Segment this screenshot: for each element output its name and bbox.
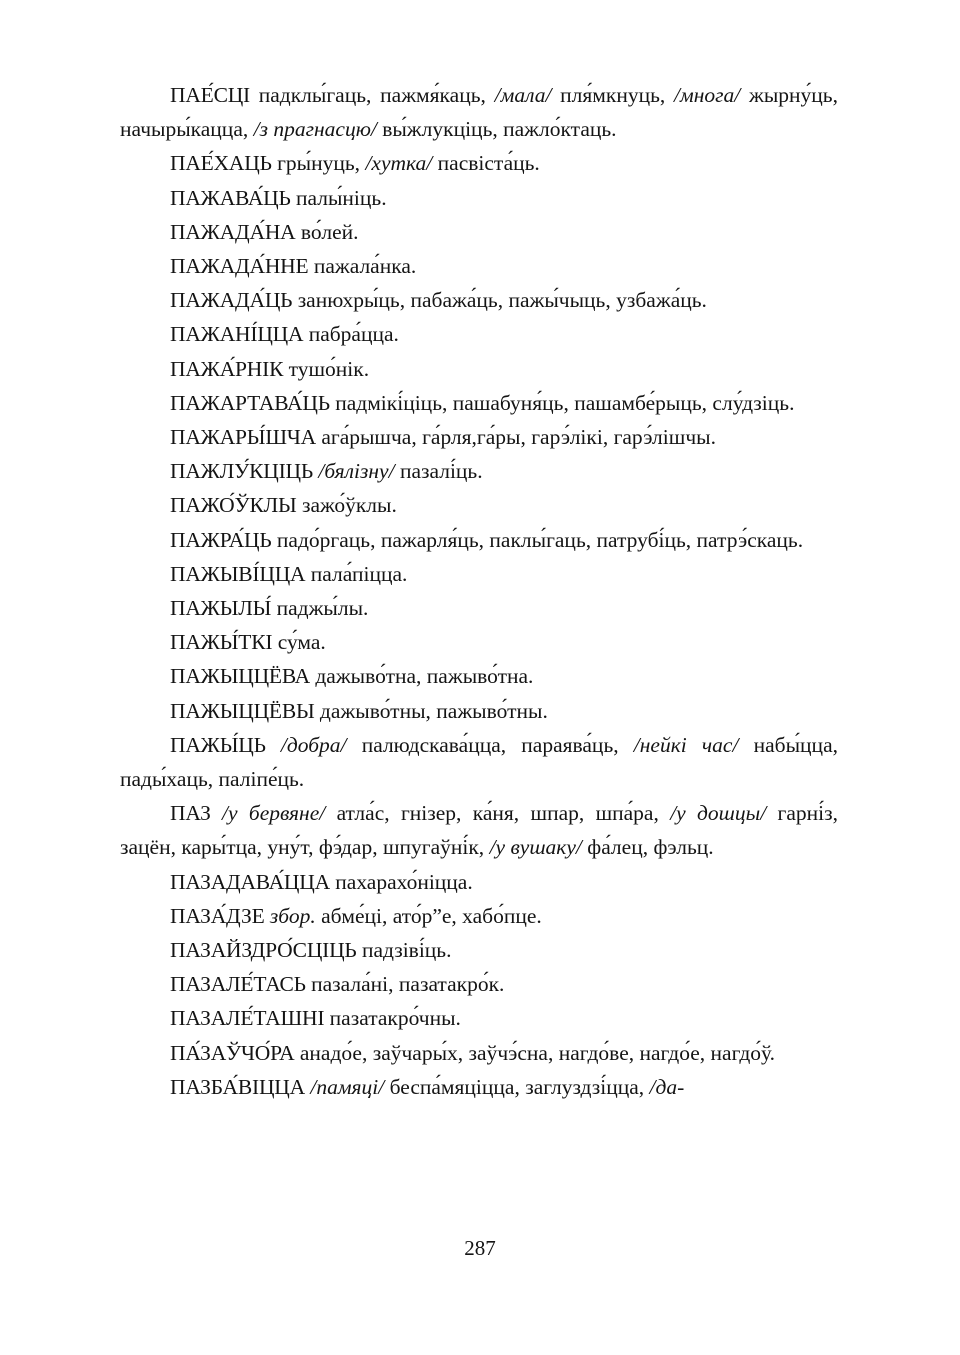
entry-headword: ПАЗАДАВА́ЦЦА <box>170 869 330 894</box>
entry-usage-note: /хутка/ <box>365 151 433 176</box>
entry-usage-note: /у бервяне/ <box>222 801 326 826</box>
entry-headword: ПАЖАРТАВА́ЦЬ <box>170 390 330 415</box>
entry-text: падзіві́ць. <box>356 938 452 963</box>
entry-headword: ПАЖРА́ЦЬ <box>170 527 272 552</box>
entry-usage-note: /мала/ <box>494 83 552 107</box>
dictionary-entry <box>120 557 838 591</box>
entry-usage-note: /добра/ <box>280 732 347 757</box>
entry-headword: ПА́ЗАЎЧО́РА <box>170 1040 295 1065</box>
dictionary-entry <box>120 796 838 864</box>
dictionary-entry <box>120 967 838 1001</box>
entry-text: гарні́з, зацён, кары́тца, уну́т, фэ́дар, шпугаўні́к, <box>120 801 838 860</box>
dictionary-entry <box>120 454 838 488</box>
dictionary-entry <box>120 625 838 659</box>
entry-text: падмікі́ціць, пашабуня́ць, пашамбе́рыць, слу́дзіць. <box>329 390 795 415</box>
entry-text: пля́мкнуць, <box>551 83 675 107</box>
entry-headword: ПАЗБА́ВІЦЦА <box>170 1074 305 1099</box>
entry-text: вы́жлукціць, пажло́ктаць. <box>376 117 617 142</box>
entry-text: палюдскава́цца, параява́ць, <box>346 732 634 757</box>
entry-headword: ПАЗА́ДЗЕ <box>170 903 265 928</box>
entry-headword: ПАЖАДА́ННЕ <box>170 254 309 279</box>
entry-text: падо́ргаць, пажарля́ць, паклы́гаць, патрубі́ць, патрэ́скаць. <box>271 527 804 552</box>
entry-text: пажала́нка. <box>308 254 417 279</box>
entry-text: фа́лец, фэльц. <box>581 835 714 860</box>
dictionary-entry <box>120 420 838 454</box>
dictionary-entry <box>120 933 838 967</box>
dictionary-entry <box>120 283 838 317</box>
entry-headword: ПАЖАВА́ЦЬ <box>170 185 291 210</box>
entry-text: во́лей. <box>295 219 359 244</box>
entry-text: палы́ніць. <box>290 185 387 210</box>
entry-headword: ПАЖАДА́НА <box>170 219 296 244</box>
entry-text: су́ма. <box>272 630 326 655</box>
entry-text: набы́цца, пады́хаць, паліпе́ць. <box>120 732 838 792</box>
entry-text: дажыво́тны, пажыво́тны. <box>314 698 548 723</box>
entry-text: абме́ці, ато́р”е, хабо́пце. <box>315 903 542 928</box>
dictionary-entry <box>120 352 838 386</box>
entry-usage-note: /да- <box>649 1074 685 1099</box>
entry-text: ага́рышча, га́рля,га́ры, гарэ́лікі, гарэ́лішчы. <box>315 425 716 450</box>
entry-headword: ПАЖЛУ́КЦІЦЬ <box>170 459 314 484</box>
entry-usage-note: /у дошцы/ <box>670 801 767 826</box>
dictionary-entry <box>120 728 838 796</box>
dictionary-entry <box>120 1070 838 1104</box>
entry-headword: ПАЖАДА́ЦЬ <box>170 288 293 313</box>
entry-headword: ПАЖЫ́ТКІ <box>170 630 273 655</box>
dictionary-entry <box>120 865 838 899</box>
entry-usage-note: /у вушаку/ <box>489 835 582 860</box>
entry-text <box>266 733 281 757</box>
entry-text: пазалі́ць. <box>394 459 483 484</box>
entry-usage-note: /бялізну/ <box>318 459 395 484</box>
entry-usage-note: /нейкі час/ <box>633 732 739 757</box>
dictionary-entry <box>120 317 838 351</box>
dictionary-entry <box>120 181 838 215</box>
entry-headword: ПАЖО́ЎКЛЫ <box>170 493 297 518</box>
entry-text: дажыво́тна, пажыво́тна. <box>309 664 534 689</box>
entry-usage-note: /памяці/ <box>310 1074 385 1099</box>
entry-headword: ПАЖАРЫ́ШЧА <box>170 425 316 450</box>
entry-headword: ПАЖЫВІ́ЦЦА <box>170 561 306 586</box>
entry-headword: ПАЗАЛЕ́ТАСЬ <box>170 972 306 997</box>
page-number: 287 <box>464 1236 496 1260</box>
entry-text: жырну́ць, начыры́кацца, <box>120 83 838 142</box>
dictionary-entry <box>120 899 838 933</box>
dictionary-entry <box>120 591 838 625</box>
entry-text: пазала́ні, пазатакро́к. <box>305 972 505 997</box>
entry-headword: ПАЖЫЛЫ́ <box>170 596 272 621</box>
dictionary-entry <box>120 1036 838 1070</box>
entry-headword: ПАЖЫ́ЦЬ <box>170 732 266 757</box>
entry-text: пабра́цца. <box>303 322 399 347</box>
dictionary-page <box>120 78 838 1104</box>
dictionary-entry <box>120 694 838 728</box>
entry-text: паджы́лы. <box>271 596 369 621</box>
entry-text: беспа́мяціцца, заглуздзі́цца, <box>384 1074 650 1099</box>
entry-headword: ПАЗ <box>170 801 211 826</box>
entry-usage-note: збор. <box>269 903 316 928</box>
entry-usage-note: /з прагнасцю/ <box>253 117 377 142</box>
dictionary-entry <box>120 523 838 557</box>
entry-text: пахарахо́ніцца. <box>329 869 473 894</box>
entry-headword: ПАЖА́РНІК <box>170 356 284 381</box>
entry-text: анадо́е, заўчары́х, заўчэ́сна, нагдо́ве, нагдо́е, нагдо́ў. <box>294 1040 776 1065</box>
entry-text: пала́піцца. <box>305 561 408 586</box>
entry-headword: ПАЗАЛЕ́ТАШНІ <box>170 1006 325 1031</box>
entry-text: зажо́ўклы. <box>296 493 397 518</box>
dictionary-entry <box>120 78 838 146</box>
dictionary-entry <box>120 1001 838 1035</box>
entry-headword: ПАЕ́СЦІ <box>170 83 251 107</box>
entry-text <box>211 801 222 825</box>
entry-text: занюхры́ць, пабажа́ць, пажы́чыць, узбажа́ць. <box>292 288 707 313</box>
dictionary-entry <box>120 249 838 283</box>
entry-headword: ПАЕ́ХАЦЬ <box>170 151 272 176</box>
dictionary-entry <box>120 215 838 249</box>
entry-usage-note: /многа/ <box>674 83 741 107</box>
entry-headword: ПАЖЫЦЦЁВЫ <box>170 698 315 723</box>
entry-headword: ПАЗАЙЗДРО́СЦІЦЬ <box>170 938 357 963</box>
entry-headword: ПАЖАНІ́ЦЦА <box>170 322 304 347</box>
dictionary-entry <box>120 146 838 180</box>
entry-text: падклы́гаць, пажмя́каць, <box>250 83 495 107</box>
entry-text: пасвіста́ць. <box>432 151 540 176</box>
entry-text: пазатакро́чны. <box>324 1006 461 1031</box>
entry-text: атла́с, гнізер, ка́ня, шпар, шпа́ра, <box>325 801 671 826</box>
entry-text: гры́нуць, <box>271 151 366 176</box>
dictionary-entry <box>120 488 838 522</box>
dictionary-entry <box>120 386 838 420</box>
entry-headword: ПАЖЫЦЦЁВА <box>170 664 310 689</box>
dictionary-entry <box>120 659 838 693</box>
entry-text: тушо́нік. <box>283 356 370 381</box>
